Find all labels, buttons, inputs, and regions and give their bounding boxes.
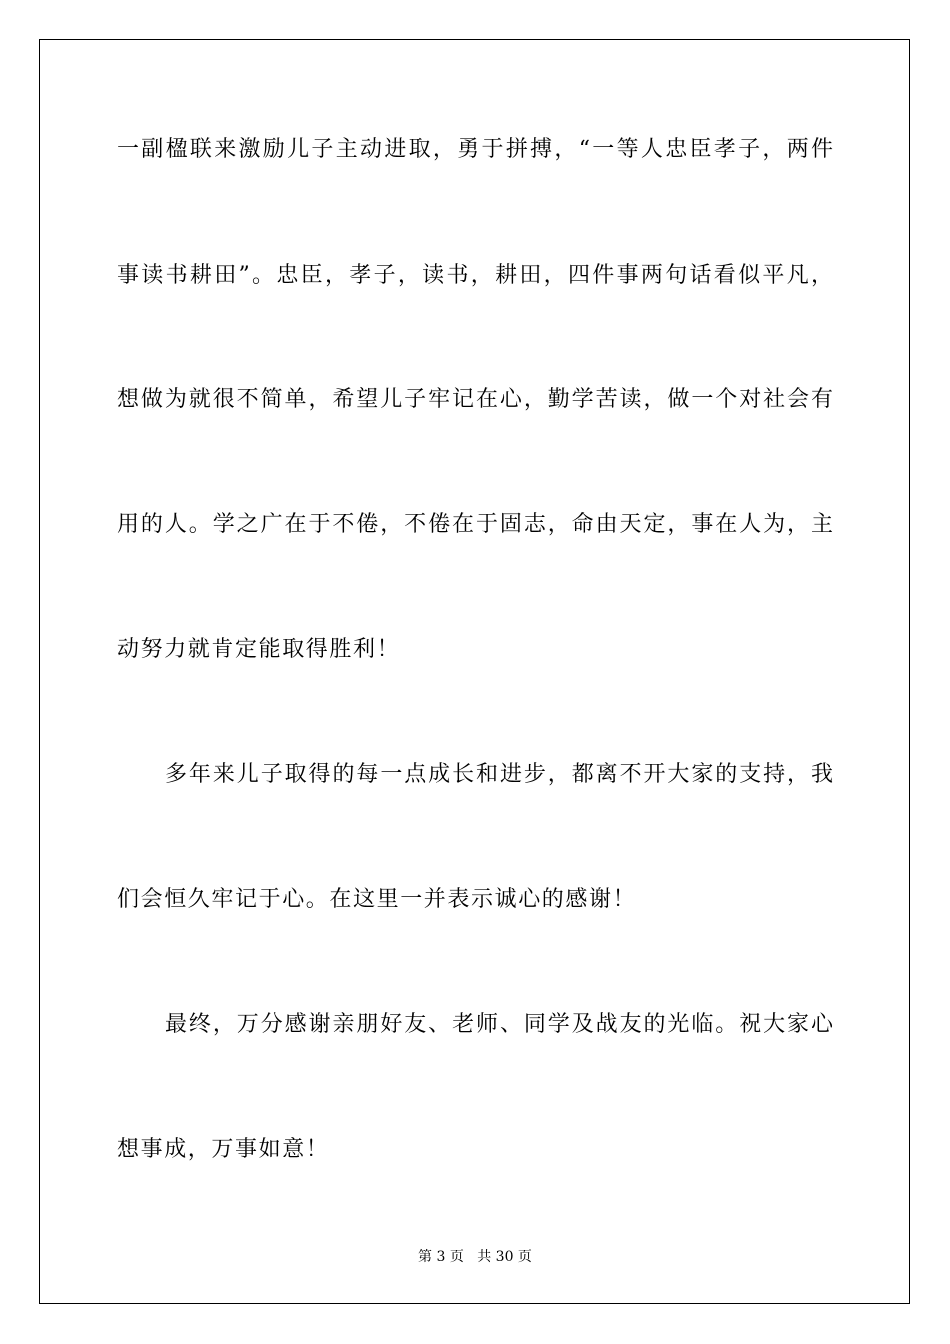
page-total: 共 30 页 — [477, 1249, 532, 1265]
paragraph-line: 用的人。学之广在于不倦，不倦在于固志，命由天定，事在人为，主 — [117, 512, 833, 537]
paragraph-line: 想做为就很不简单，希望儿子牢记在心，勤学苦读，做一个对社会有 — [117, 387, 833, 412]
paragraph-line: 事读书耕田”。忠臣，孝子，读书，耕田，四件事两句话看似平凡， — [117, 263, 833, 288]
paragraph-line: 们会恒久牢记于心。在这里一并表示诚心的感谢！ — [117, 887, 637, 912]
paragraph-line: 动努力就肯定能取得胜利！ — [117, 637, 401, 662]
paragraph-line: 想事成，万事如意！ — [117, 1137, 330, 1162]
paragraph-line: 多年来儿子取得的每一点成长和进步，都离不开大家的支持，我 — [165, 762, 833, 787]
page-footer — [0, 1248, 950, 1266]
page-number: 第 3 页 — [418, 1249, 464, 1265]
page-frame — [39, 39, 910, 1304]
paragraph-line: 最终，万分感谢亲朋好友、老师、同学及战友的光临。祝大家心 — [165, 1012, 833, 1037]
paragraph-line: 一副楹联来激励儿子主动进取，勇于拼搏，“一等人忠臣孝子，两件 — [117, 137, 833, 162]
